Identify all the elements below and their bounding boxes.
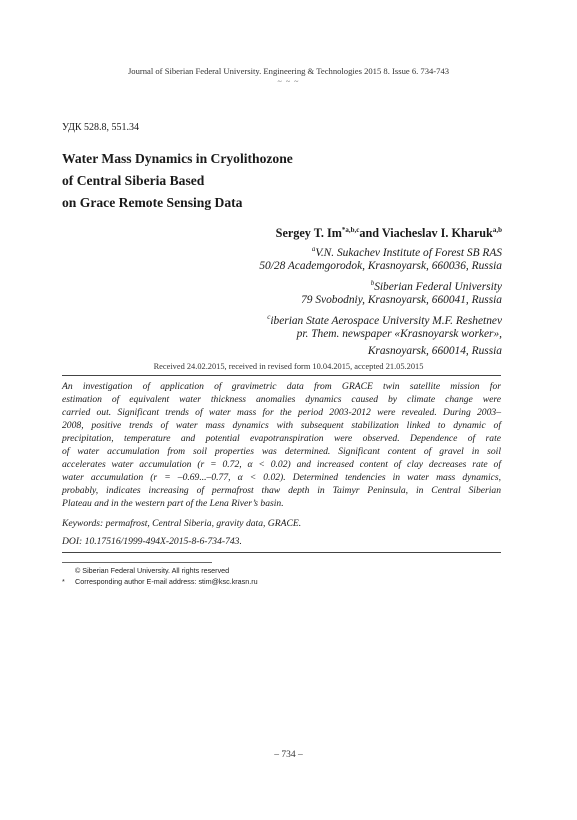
journal-header: Journal of Siberian Federal University. Engineering & Technologies 2015 8. Issue 6. 734-743 — [127, 66, 450, 76]
abstract-bottom-rule — [62, 552, 501, 553]
footnote-corresponding: Corresponding author E-mail address: stim@ksc.krasn.ru — [75, 577, 258, 586]
abstract-line: estimation of equivalent water thickness anomalies dynamics caused by climate change were — [62, 394, 501, 406]
footnote-star: * — [62, 577, 65, 586]
title-line-2: of Central Siberia Based — [62, 173, 205, 188]
author-line — [276, 226, 502, 241]
author-1-affil-sup: *a,b,c — [341, 226, 360, 234]
abstract-line: An investigation of application of gravimetric data from GRACE twin satellite mission for — [62, 381, 501, 392]
affiliation-c-line-3: Krasnoyarsk, 660014, Russia — [367, 345, 502, 357]
affiliation-a-line-2: 50/28 Academgorodok, Krasnoyarsk, 660036, Russia — [259, 260, 502, 272]
abstract-line: accelerates water accumulation (r = 0.72, α < 0.02) and increased content of clay decreases rate of — [62, 459, 501, 471]
author-conjunction: and — [359, 226, 382, 241]
abstract-line: precipitation, temperature and potential evapotranspiration were observed. Dependence of rate — [62, 433, 501, 445]
abstract-line: Plateau and in the western part of the Lena River’s basin. — [62, 498, 284, 510]
abstract-line: probably, indicates increasing of permafrost thaw depth in Taimyr Peninsula, in Central Siberian — [62, 485, 501, 497]
footnote-rule — [62, 562, 212, 563]
abstract-line: of water accumulation from soil properties was determined. Significant content of gravel in soil — [62, 446, 501, 458]
affil-b-name: Siberian Federal University — [374, 280, 502, 293]
abstract-top-rule — [62, 375, 501, 376]
affil-a-sup: a — [311, 245, 316, 253]
abstract-line: water accumulation (r = –0.69...–0.77, α < 0.02). Determined tendencies in water mass dynamics, — [62, 472, 501, 484]
footnote-copyright: © Siberian Federal University. All rights reserved — [75, 566, 230, 575]
abstract-line: 2008, positive trends of water mass dynamics with subsequent stabilization linked to dynamic of — [62, 420, 501, 432]
udk-code: УДК 528.8, 551.34 — [62, 122, 140, 133]
abstract-line: carried out. Significant trends of water mass for the period 2003-2012 were revealed. During 2003– — [62, 407, 501, 419]
paper-title — [62, 148, 422, 214]
affiliation-b-line-2: 79 Svobodniy, Krasnoyarsk, 660041, Russia — [301, 294, 502, 306]
author-2-affil-sup: a,b — [492, 226, 502, 234]
affil-c-name: iberian State Aerospace University M.F. Reshetnev — [270, 314, 502, 327]
title-line-1: Water Mass Dynamics in Cryolithozone — [62, 151, 293, 166]
affil-c-sup: c — [267, 313, 271, 321]
page-number: – 734 – — [274, 750, 303, 760]
title-line-3: on Grace Remote Sensing Data — [62, 195, 243, 210]
affiliation-c-line-2: pr. Them. newspaper «Krasnoyarsk worker», — [296, 328, 502, 340]
doi: DOI: 10.17516/1999-494X-2015-8-6-734-743. — [62, 536, 242, 547]
received-dates: Received 24.02.2015, received in revised form 10.04.2015, accepted 21.05.2015 — [153, 362, 424, 371]
author-2-name: Viacheslav I. Kharuk — [381, 226, 493, 241]
abstract — [62, 380, 501, 510]
keywords: Keywords: permafrost, Central Siberia, gravity data, GRACE. — [62, 518, 302, 529]
header-ornament: ~ ~ ~ — [277, 77, 300, 86]
author-1-name: Sergey T. Im — [275, 226, 342, 241]
affil-b-sup: b — [370, 279, 375, 287]
affil-a-name: V.N. Sukachev Institute of Forest SB RAS — [315, 246, 502, 259]
